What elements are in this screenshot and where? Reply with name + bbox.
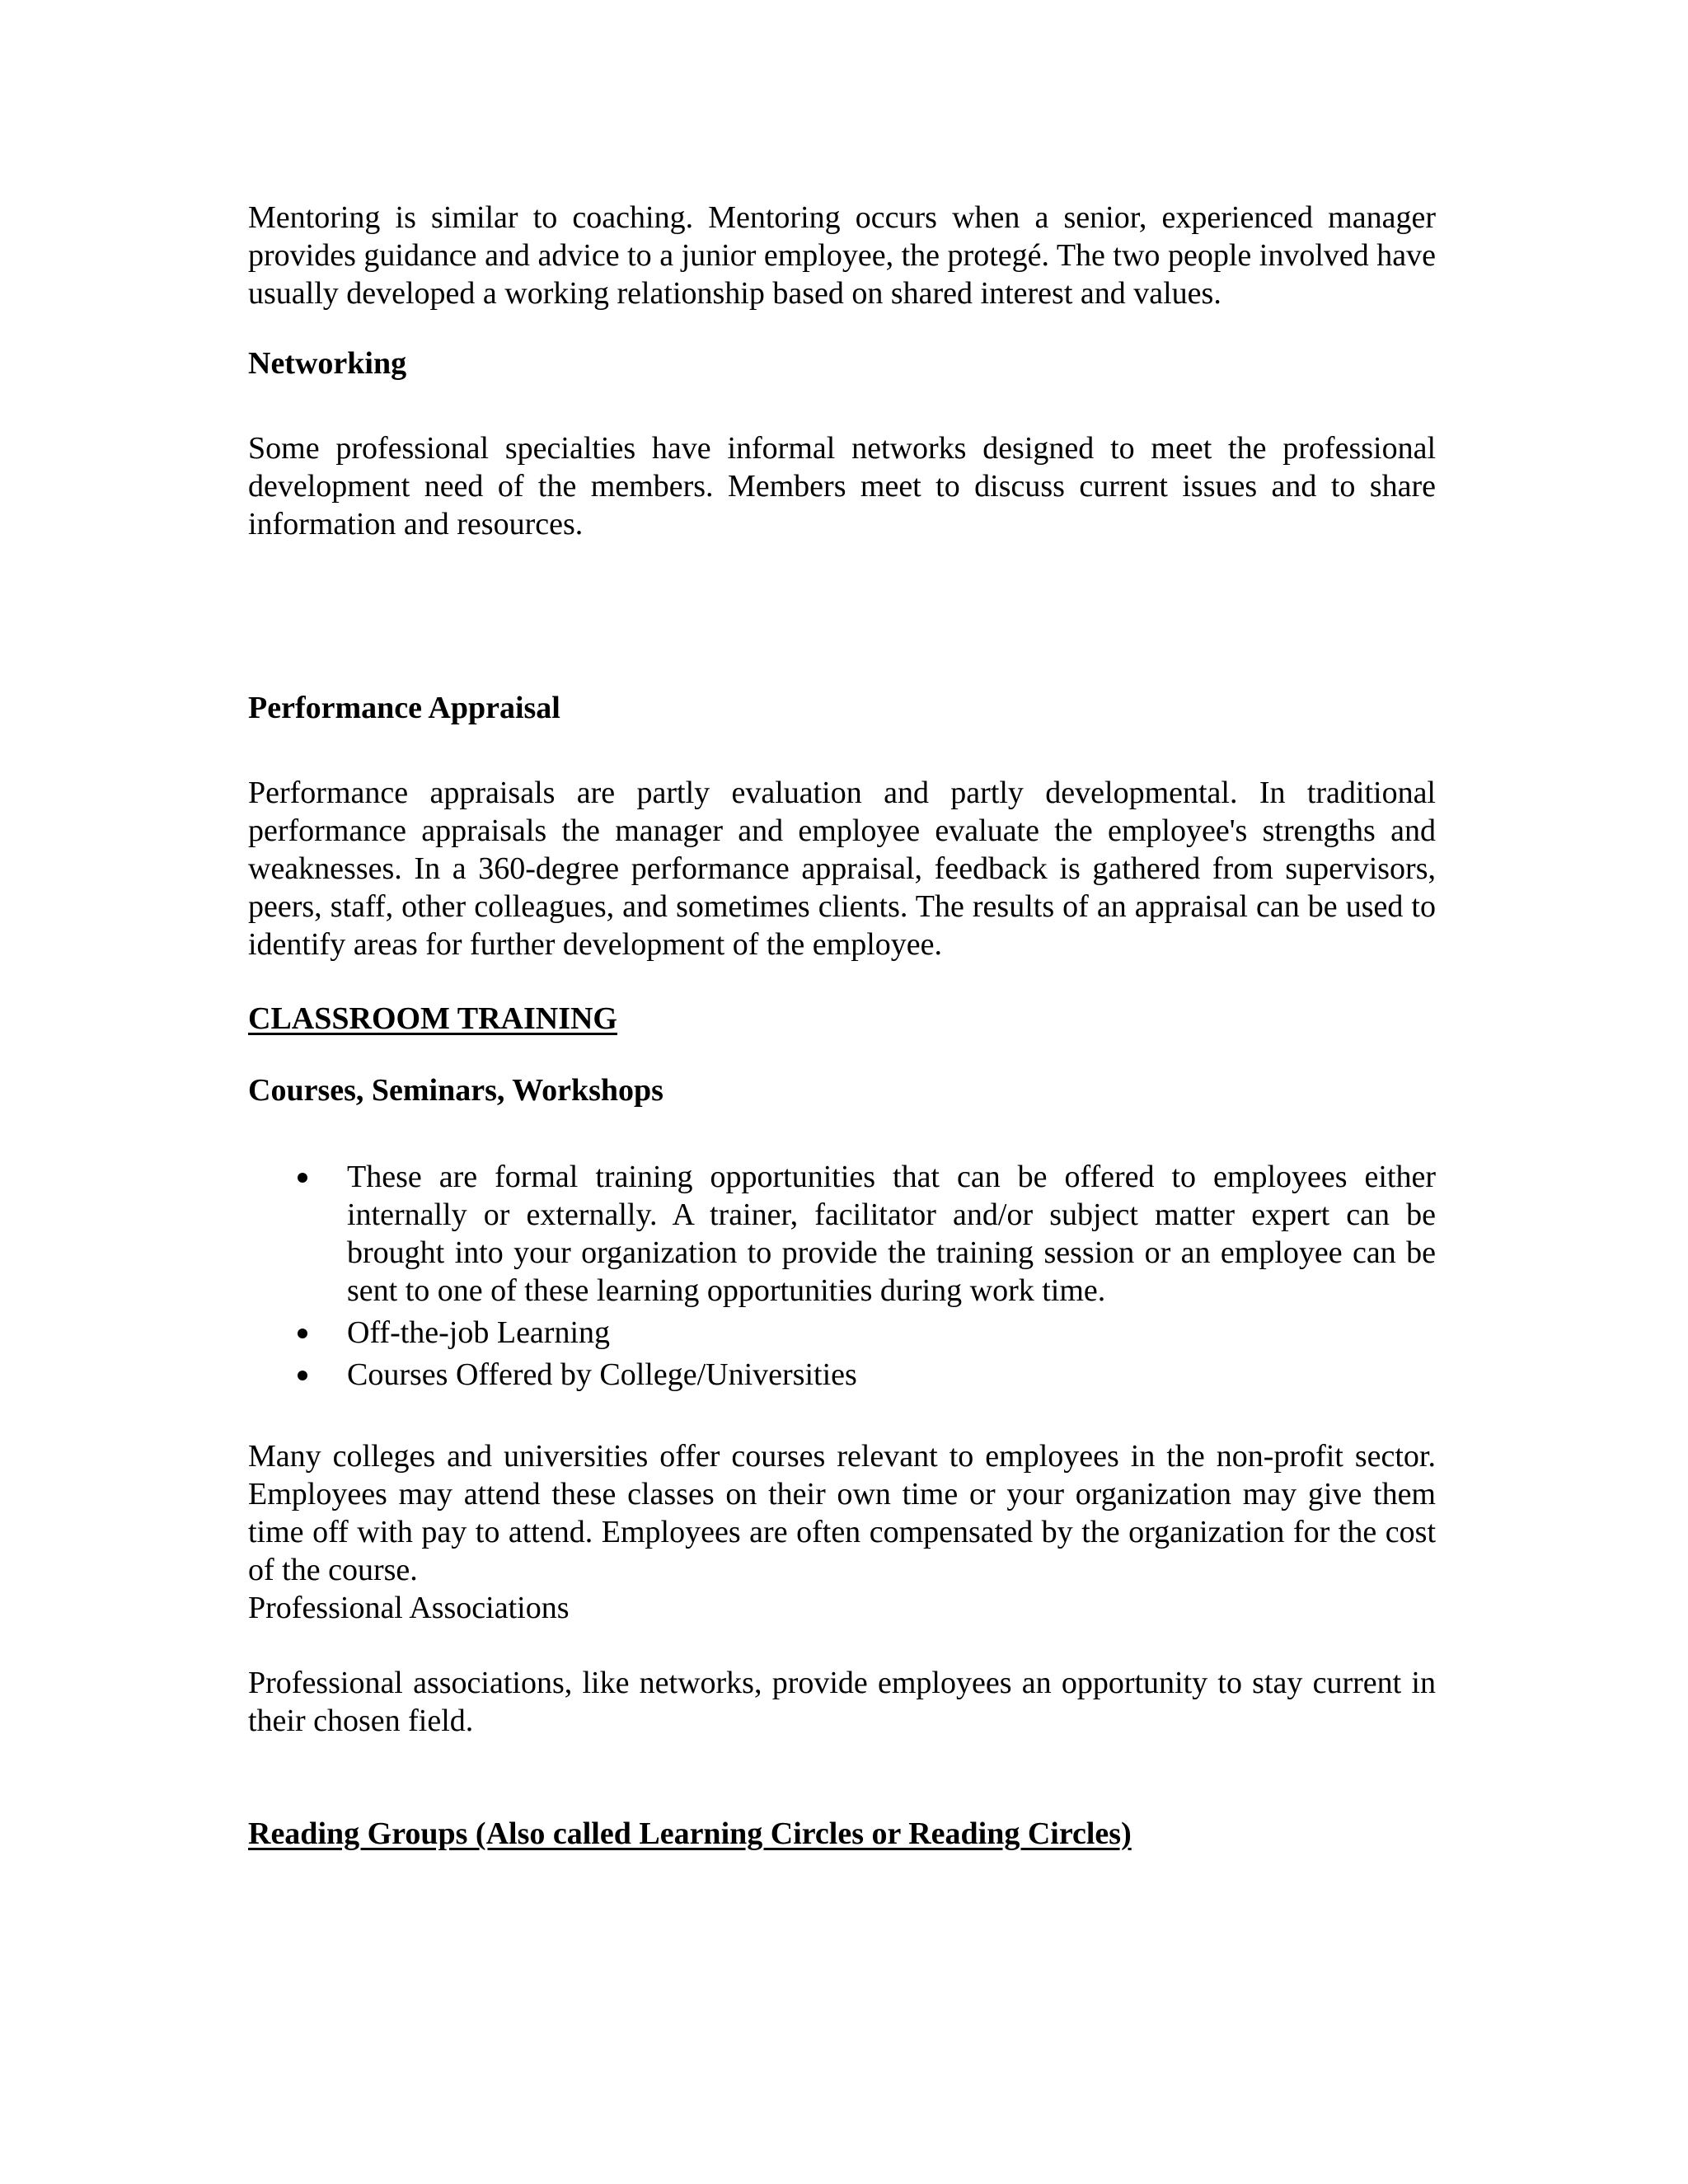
networking-paragraph: Some professional specialties have informal networks designed to meet the professional development need of the members. Members meet to discuss current issues and to share information and resources.	[248, 431, 1436, 541]
courses-bullet-list	[248, 1158, 1436, 1394]
courses-heading: Courses, Seminars, Workshops	[248, 1073, 663, 1108]
bullet-icon	[298, 1329, 307, 1338]
professional-associations-paragraph: Professional associations, like networks, provide employees an opportunity to stay current in their chosen field.	[248, 1666, 1436, 1738]
professional-associations-label: Professional Associations	[248, 1591, 570, 1625]
list-item	[248, 1314, 1436, 1352]
colleges-paragraph: Many colleges and universities offer courses relevant to employees in the non-profit sector. Employees may attend these classes on their own time or your organization may give them time off with pay to attend. Employees are often compensated by the organization for the cost of the course.	[248, 1439, 1436, 1587]
classroom-training-heading: CLASSROOM TRAINING	[248, 1001, 617, 1036]
mentoring-paragraph: Mentoring is similar to coaching. Mentoring occurs when a senior, experienced manager provides guidance and advice to a junior employee, the protegé. The two people involved have usually developed a working relationship based on shared interest and values.	[248, 200, 1436, 311]
list-item	[248, 1158, 1436, 1310]
bullet-text: These are formal training opportunities that can be offered to employees either internally or externally. A trainer, facilitator and/or subject matter expert can be brought into your organization to provide the training session or an employee can be sent to one of these learning opportunities during work time.	[347, 1160, 1436, 1308]
networking-heading: Networking	[248, 346, 407, 381]
bullet-icon	[298, 1371, 307, 1380]
bullet-text: Off-the-job Learning	[347, 1315, 611, 1350]
bullet-text: Courses Offered by College/Universities	[347, 1357, 857, 1392]
performance-appraisal-heading: Performance Appraisal	[248, 691, 560, 725]
reading-groups-heading: Reading Groups (Also called Learning Circles or Reading Circles)	[248, 1816, 1132, 1851]
performance-appraisal-paragraph: Performance appraisals are partly evaluation and partly developmental. In traditional performance appraisals the manager and employee evaluate the employee's strengths and weaknesses. In a 360-degree performance appraisal, feedback is gathered from supervisors, peers, staff, other colleagues, and sometimes clients. The results of an appraisal can be used to identify areas for further development of the employee.	[248, 776, 1436, 962]
list-item	[248, 1356, 1436, 1394]
bullet-icon	[298, 1173, 307, 1183]
